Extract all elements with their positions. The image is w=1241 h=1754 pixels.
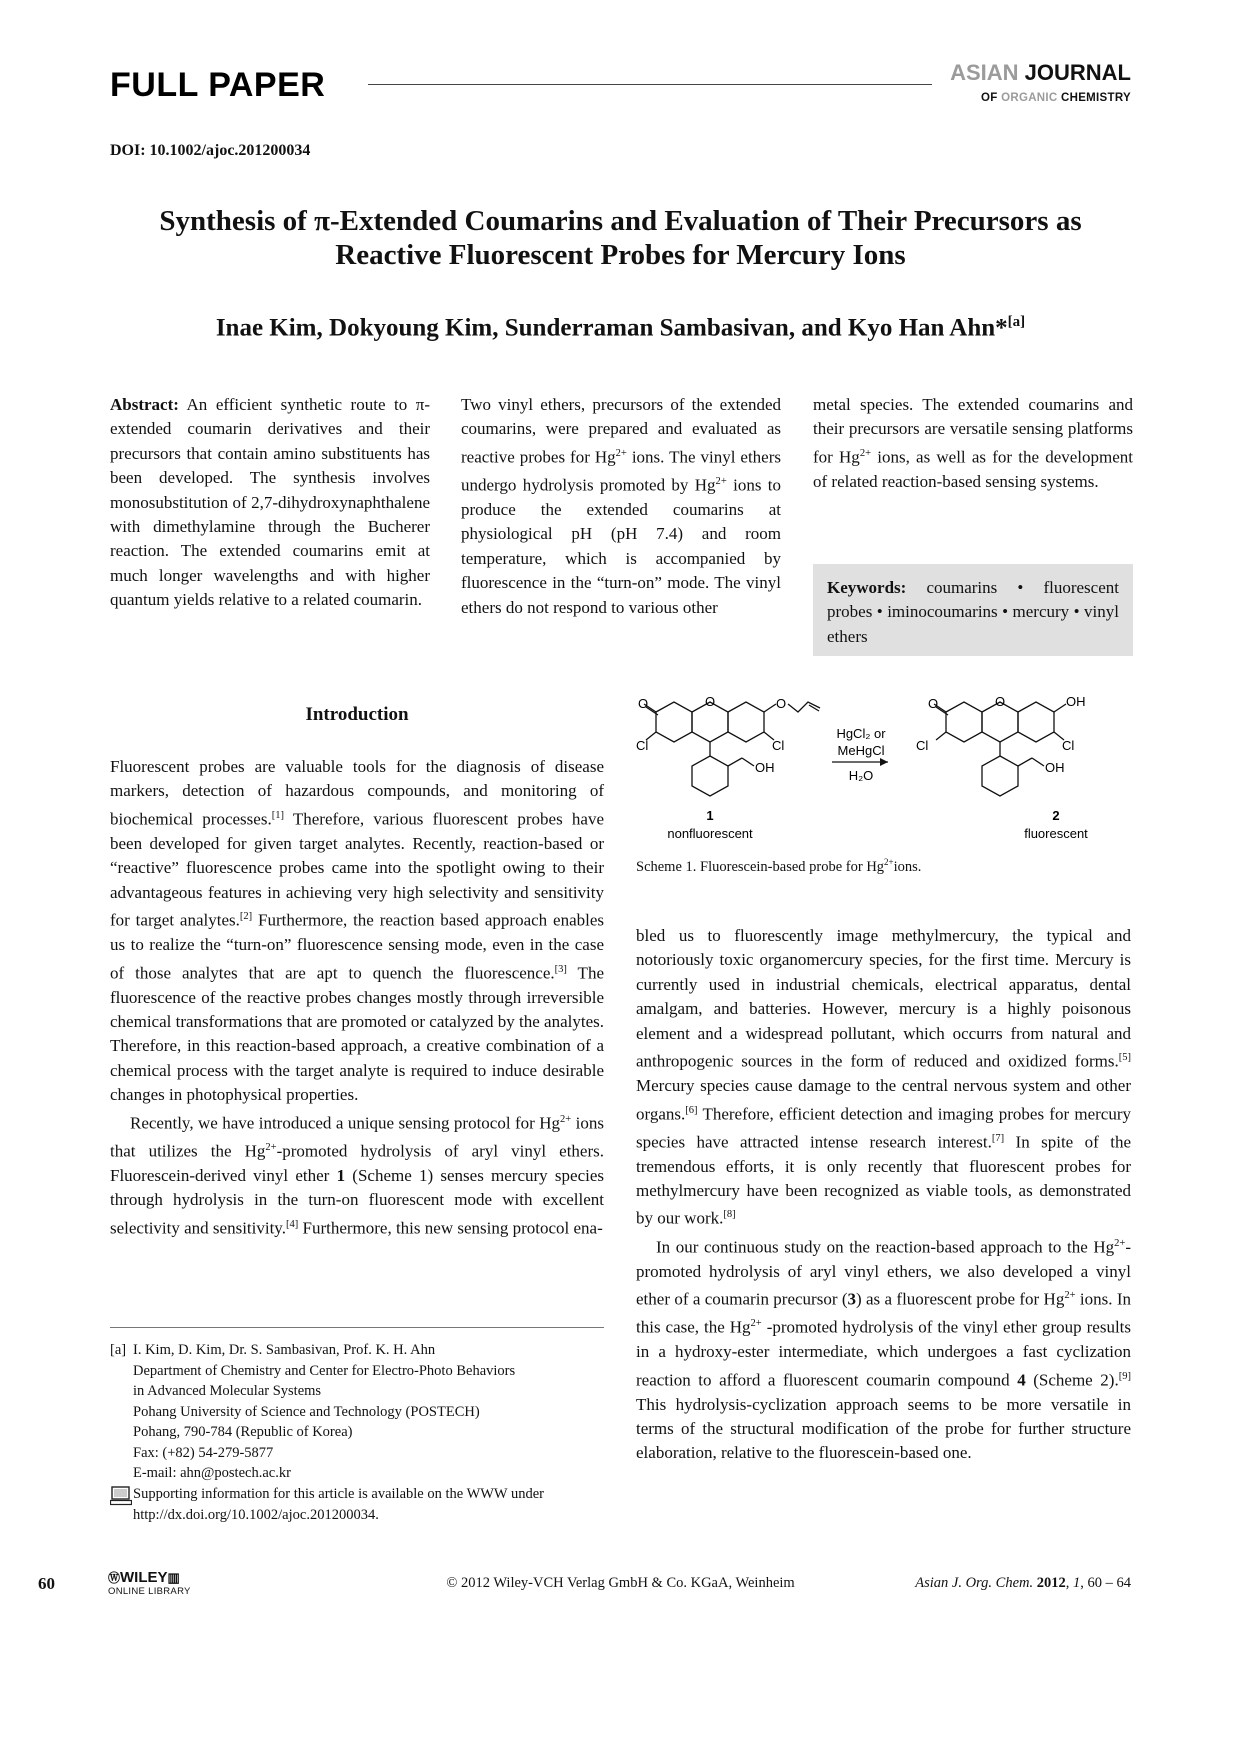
journal-word-chemistry: CHEMISTRY (1061, 92, 1131, 104)
journal-name (950, 60, 1131, 86)
text: Therefore, various fluorescent probes have been developed for given target analytes. Recently, reaction-based or “reactive” fluorescence probes came into the spotlight owing to their advantageous features in achieving very high selectivity and sensitivity for target analytes. (110, 809, 604, 930)
abstract-label: Abstract: (110, 395, 179, 414)
footnote-rule (110, 1327, 604, 1328)
abstract-text-3b: ions, as well as for the development of related reaction-based sensing systems. (813, 447, 1134, 491)
header-rule (368, 84, 932, 85)
title-line-1: Synthesis of π-Extended Coumarins and Evaluation of Their Precursors as (159, 205, 1082, 237)
caption-text: ions. (893, 858, 922, 875)
charge: 2+ (1064, 1289, 1076, 1301)
atom-label: OH (1045, 760, 1065, 775)
charge: 2+ (884, 857, 894, 867)
abstract-text-2c: ions to produce the extended coumarins at physiological pH (pH 7.4) and room temperature, which is accompanied by fluorescence in the “turn-on” mode. The vinyl ethers do not respond to various other (461, 475, 782, 617)
keywords-box (813, 564, 1133, 656)
publisher-name: WILEY (120, 1569, 168, 1586)
text: -promoted hydrolysis of aryl vinyl ethers. Fluorescein-derived vinyl ether (110, 1141, 605, 1185)
text: (Scheme 2). (1025, 1370, 1119, 1390)
text: (Scheme 1) senses mercury species through hydrolysis in the turn-on fluorescent mode with excellent selectivity and sensitivity. (110, 1165, 604, 1238)
atom-label: O (776, 696, 787, 711)
text: Furthermore, the reaction based approach enables us to realize the “turn-on” fluorescence sensing mode, even in the case of those analytes that are apt to quench the fluorescence. (110, 910, 604, 983)
atom-label: O (995, 694, 1006, 709)
journal-word-journal: JOURNAL (1024, 60, 1131, 85)
citation: [1] (271, 809, 284, 821)
scheme-caption (636, 857, 921, 876)
citation: [4] (285, 1218, 299, 1230)
abstract-text-2b: ions. The vinyl ethers undergo hydrolysis promoted by Hg (461, 447, 782, 495)
atom-label: Cl (1062, 738, 1075, 753)
journal-word-asian: ASIAN (950, 60, 1019, 85)
charge: 2+ (715, 475, 727, 487)
charge: 2+ (560, 1113, 572, 1125)
cite-volume: 1 (1073, 1575, 1081, 1591)
compound-2-number: 2 (1052, 808, 1060, 823)
reagent-line-2: MeHgCl (837, 743, 885, 758)
citation: [8] (723, 1209, 736, 1221)
affiliation-mark: [a] (1007, 314, 1026, 330)
keywords-text: coumarins • fluorescent probes • iminocoumarins • mercury • vinyl ethers (827, 578, 1119, 646)
cite-year: 2012 (1036, 1575, 1066, 1591)
text: Fluorescent probes are valuable tools for the diagnosis of disease markers, detection of hazardous compounds, and monitoring of biochemical processes. (110, 757, 604, 829)
page-number: 60 (38, 1574, 55, 1593)
atom-label: O (705, 694, 716, 709)
section-label: FULL PAPER (110, 66, 326, 104)
computer-icon (110, 1486, 132, 1506)
text: ions. In this case, the Hg (636, 1289, 1132, 1337)
compound-ref: 1 (336, 1165, 346, 1185)
right-paragraph-1 (636, 924, 1131, 1232)
compound-1-structure (644, 702, 820, 796)
footnote-line: I. Kim, D. Kim, Dr. S. Sambasivan, Prof. K. H. Ahn (133, 1342, 436, 1358)
charge: 2+ (265, 1141, 277, 1153)
journal-word-of: OF (981, 92, 998, 104)
text: The fluorescence of the reactive probes changes mostly through irreversible chemical transformations that are promoted or catalyzed by the analytes. Therefore, in this reaction-based approach, a creative combination of a chemical process with the target analyte is required to induce desirable changes in photophysical properties. (110, 963, 604, 1105)
text: Recently, we have introduced a unique sensing protocol for Hg (130, 1113, 561, 1133)
text: ions that utilizes the Hg (110, 1113, 604, 1161)
compound-2-structure (934, 702, 1066, 796)
intro-paragraph-1 (110, 755, 604, 1108)
atom-label: O (638, 696, 649, 711)
atom-label: OH (1066, 694, 1086, 709)
intro-paragraph-2 (110, 1108, 604, 1241)
compound-1-number: 1 (706, 808, 714, 823)
library-label: ONLINE LIBRARY (108, 1586, 191, 1597)
abstract-col-3 (813, 393, 1133, 494)
reagent-line-1: HgCl₂ or (836, 726, 886, 741)
charge: 2+ (750, 1318, 762, 1330)
journal-subtitle (981, 92, 1131, 104)
footnote-line: Pohang, 790-784 (Republic of Korea) (133, 1424, 353, 1440)
citation: [5] (1118, 1052, 1131, 1064)
copyright: © 2012 Wiley-VCH Verlag GmbH & Co. KGaA, Weinheim (446, 1575, 795, 1591)
footnote-line: in Advanced Molecular Systems (133, 1383, 322, 1399)
charge: 2+ (1114, 1237, 1126, 1249)
journal-citation: Asian J. Org. Chem. 2012, 1, 60 – 64 (915, 1575, 1131, 1591)
abstract-text-2a: Two vinyl ethers, precursors of the extended coumarins, were prepared and evaluated as reactive probes for Hg (461, 395, 781, 467)
text: -promoted hydrolysis of aryl vinyl ethers, we also developed a vinyl ether of a coumarin precursor ( (636, 1237, 1131, 1309)
authors (110, 314, 1131, 342)
abstract-text-1: An efficient synthetic route to π-extended coumarin derivatives and their precursors that contain amino substituents has been developed. The synthesis involves monosubstitution of 2,7-dihydroxynaphthalene with dimethylamine through the Bucherer reaction. The extended coumarins emit at much longer wavelengths and with higher quantum yields relative to a related coumarin. (110, 395, 431, 610)
text: ) as a fluorescent probe for Hg (856, 1289, 1065, 1309)
right-column-body (636, 924, 1131, 1466)
text: bled us to fluorescently image methylmercury, the typical and notoriously toxic organomercury species, for the first time. Mercury is currently used in industrial chemicals, electrical apparatus, dental amalgam, and batteries. However, mercury is a highly poisonous element and a widespread pollutant, which occurrs from natural and anthropogenic sources in the form of reduced and oxidized forms. (636, 926, 1131, 1071)
footnote-line: Department of Chemistry and Center for Electro-Photo Behaviors (133, 1362, 516, 1379)
text: -promoted hydrolysis of the vinyl ether group results in a hydroxy-ester intermediate, which undergoes a fast cyclization reaction to afford a fluorescent coumarin compound (636, 1317, 1131, 1390)
author-names: Inae Kim, Dokyoung Kim, Sunderraman Sambasivan, and Kyo Han Ahn* (215, 314, 1008, 342)
footnote-line: Fax: (+82) 54-279-5877 (133, 1444, 274, 1461)
atom-label: O (928, 696, 939, 711)
reagent-line-3: H₂O (848, 768, 874, 783)
citation: [3] (554, 963, 567, 975)
right-paragraph-2 (636, 1232, 1131, 1466)
atom-label: Cl (772, 738, 785, 753)
charge: 2+ (615, 447, 627, 459)
keywords-label: Keywords: (827, 578, 907, 597)
text: Mercury species cause damage to the central nervous system and other organs. (636, 1076, 1131, 1124)
compound-ref: 3 (847, 1289, 856, 1309)
footnote-line: Pohang University of Science and Technology (POSTECH) (133, 1403, 480, 1420)
title-line-2: Reactive Fluorescent Probes for Mercury Ions (335, 239, 906, 271)
abstract-col-2 (461, 393, 781, 620)
compound-ref: 4 (1017, 1370, 1026, 1390)
footnote-label: [a] (110, 1342, 127, 1358)
wiley-logo: ⓌWILEY▥ ONLINE LIBRARY (108, 1569, 191, 1597)
paper-title (110, 204, 1131, 272)
arrow-head (880, 758, 888, 766)
compound-1-label: nonfluorescent (667, 826, 753, 841)
cite-journal: Asian J. Org. Chem. (915, 1575, 1034, 1591)
citation: [2] (239, 911, 253, 923)
citation: [7] (991, 1132, 1005, 1144)
scheme-1-figure (636, 690, 1131, 850)
doi: DOI: 10.1002/ajoc.201200034 (110, 142, 311, 159)
supporting-info-text: Supporting information for this article is available on the WWW under http://dx.doi.org/10.1002/ajoc.201200034. (133, 1486, 544, 1523)
charge: 2+ (859, 447, 872, 459)
cite-pages: , 60 – 64 (1080, 1575, 1131, 1591)
citation: [6] (685, 1104, 698, 1116)
text: Therefore, efficient detection and imaging probes for mercury species have attracted intense research interest. (636, 1104, 1131, 1152)
journal-word-organic: ORGANIC (1001, 92, 1058, 104)
atom-label: OH (755, 760, 775, 775)
atom-label: Cl (916, 738, 929, 753)
citation: [9] (1118, 1370, 1131, 1382)
compound-2-label: fluorescent (1024, 826, 1088, 841)
text: This hydrolysis-cyclization approach seems to be more versatile in terms of the structural modification of the probe for further structure elaboration, relative to the fluorescein-based one. (636, 1394, 1131, 1463)
text: In spite of the tremendous efforts, it is only recently that fluorescent probes for methylmercury have been recognized as viable tools, as demonstrated by our work. (636, 1132, 1131, 1229)
abstract-col-1 (110, 393, 430, 613)
text: Furthermore, this new sensing protocol ena- (298, 1218, 603, 1238)
caption-text: Scheme 1. Fluorescein-based probe for Hg (636, 858, 885, 875)
footnote-line: E-mail: ahn@postech.ac.kr (133, 1465, 291, 1481)
section-heading-introduction: Introduction (305, 704, 409, 725)
atom-label: Cl (636, 738, 649, 753)
abstract-text-3a: metal species. The extended coumarins and their precursors are versatile sensing platforms for Hg (813, 395, 1133, 467)
introduction-body (110, 755, 604, 1241)
text: In our continuous study on the reaction-based approach to the Hg (656, 1237, 1115, 1257)
